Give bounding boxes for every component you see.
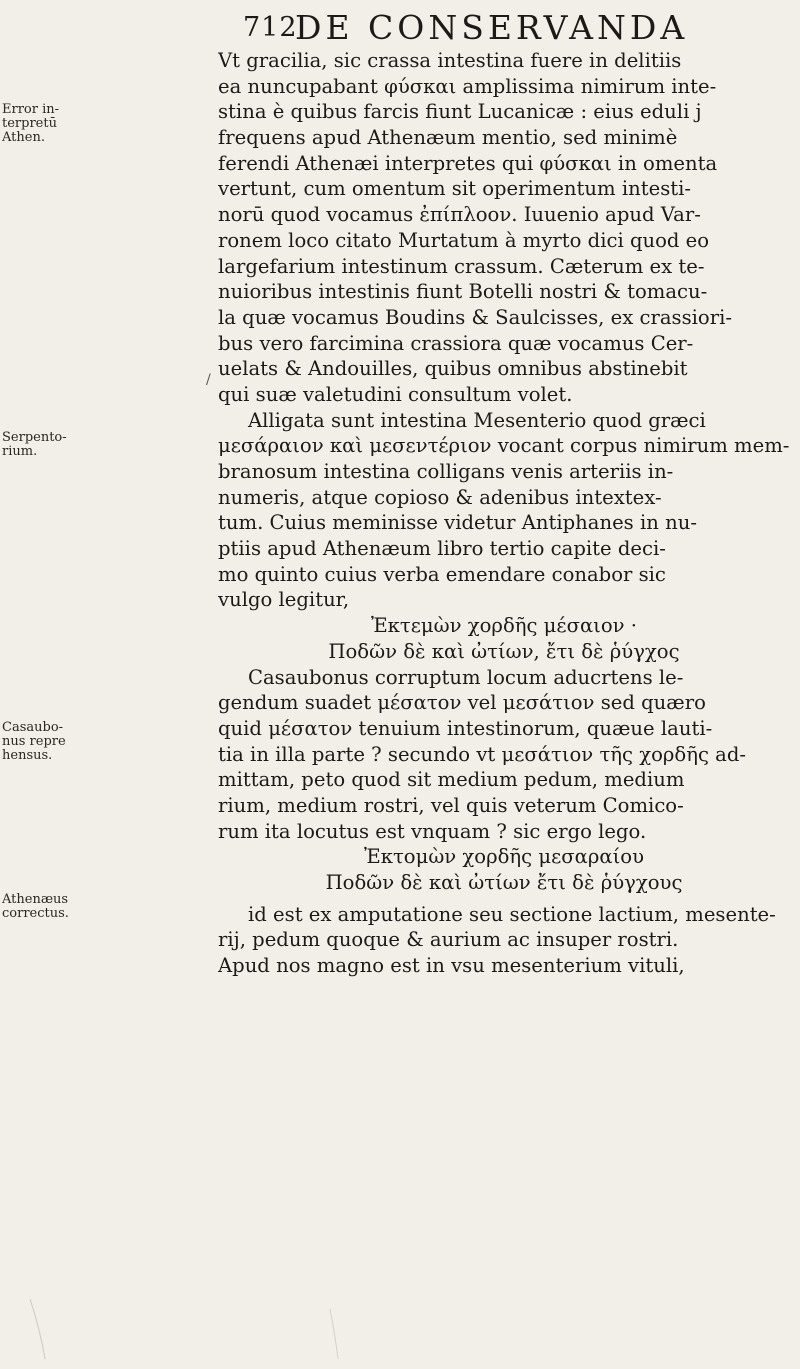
text-line: branosum intestina colligans venis arteriis in- — [218, 460, 674, 483]
text-line: rij, pedum quoque & aurium ac insuper rostri. — [218, 928, 679, 952]
margin-note-line: Casaubo- — [2, 721, 64, 735]
margin-note-line: Athenæus — [2, 893, 69, 907]
margin-note-line: correctus. — [2, 907, 69, 921]
text-line: ptiis apud Athenæum libro tertio capite deci- — [218, 537, 666, 561]
text-line: largefarium intestinum crassum. Cæterum ex te- — [218, 254, 705, 278]
greek-verse-line: Ἐκτεμὼν χορδῆς μέσαιον · — [370, 614, 638, 638]
margin-note-serpent — [2, 431, 72, 459]
margin-note-casaubonus — [2, 721, 72, 763]
text-line: numeris, atque copioso & adenibus intextex- — [218, 485, 662, 509]
main-text-block — [218, 48, 790, 979]
text-line: id est ex amputatione seu sectione lactium, mesente- — [248, 902, 776, 926]
text-line: rum ita locutus est vnquam ? sic ergo lego. — [218, 819, 647, 843]
margin-note-line: Serpento- — [2, 431, 67, 445]
stray-mark: / — [206, 372, 211, 388]
greek-verse-line: Ποδῶν δὲ καὶ ὠτίων, ἔτι δὲ ῥύγχος — [328, 639, 680, 663]
text-line: Apud nos magno est in vsu mesenterium vituli, — [218, 954, 685, 978]
text-line: quid μέσατον tenuium intestinorum, quæue lauti- — [218, 716, 713, 740]
margin-note-line: Error in- — [2, 103, 60, 117]
running-title: DE CONSERVANDA — [295, 8, 689, 47]
text-line: vertunt, cum omentum sit operimentum intesti- — [218, 177, 692, 201]
text-line: μεσάραιον καὶ μεσεντέριον vocant corpus nimirum mem- — [218, 434, 790, 458]
greek-verse-line: Ποδῶν δὲ καὶ ὠτίων ἔτι δὲ ῥύγχους — [325, 871, 683, 894]
text-line: Vt gracilia, sic crassa intestina fuere in delitiis — [218, 49, 682, 72]
text-line: Alligata sunt intestina Mesenterio quod græci — [248, 408, 706, 432]
margin-note-line: rium. — [2, 445, 38, 459]
text-line: norū quod vocamus ἐπίπλοον. Iuuenio apud Var- — [218, 203, 701, 227]
text-line: nuioribus intestinis fiunt Botelli nostri & tomacu- — [218, 280, 708, 304]
text-line: mittam, peto quod sit medium pedum, medium — [218, 768, 685, 792]
text-line: la quæ vocamus Boudins & Saulcisses, ex crassiori- — [218, 305, 732, 329]
text-line: frequens apud Athenæum mentio, sed minimè — [218, 126, 678, 150]
text-line: ferendi Athenæi interpretes qui φύσκαι in omenta — [218, 151, 718, 175]
text-line: rium, medium rostri, vel quis veterum Comico- — [218, 793, 684, 817]
text-line: qui suæ valetudini consultum volet. — [218, 382, 573, 406]
margin-note-line: hensus. — [2, 749, 53, 763]
margin-note-error — [2, 103, 72, 145]
page-number: 712 — [243, 12, 298, 43]
margin-note-athenaeus — [2, 893, 72, 921]
text-line: Casaubonus corruptum locum aducrtens le- — [248, 665, 684, 689]
text-line: tum. Cuius meminisse videtur Antiphanes in nu- — [218, 511, 697, 535]
text-line: mo quinto cuius verba emendare conabor sic — [218, 562, 666, 586]
text-line: uelats & Andouilles, quibus omnibus abstinebit — [218, 357, 688, 381]
text-line: ea nuncupabant φύσκαι amplissima nimirum inte- — [218, 74, 717, 98]
margin-note-line: nus repre — [2, 735, 66, 749]
text-line: tia in illa parte ? secundo vt μεσάτιον τῆς χορδῆς ad- — [218, 742, 746, 766]
page-blank-area — [0, 1169, 800, 1369]
greek-verse-line: Ἐκτομὼν χορδῆς μεσαραίου — [363, 845, 644, 869]
text-line: gendum suadet μέσατον vel μεσάτιον sed quæro — [218, 691, 706, 715]
text-line: bus vero farcimina crassiora quæ vocamus Cer- — [218, 331, 694, 355]
text-line: vulgo legitur, — [218, 588, 350, 612]
text-line: ronem loco citato Murtatum à myrto dici quod eo — [218, 228, 710, 252]
page-header — [0, 6, 800, 48]
margin-note-line: Athen. — [2, 131, 45, 145]
text-line: stina è quibus farcis fiunt Lucanicæ : eius eduli j — [218, 100, 702, 124]
margin-note-line: terpretū — [2, 117, 57, 131]
